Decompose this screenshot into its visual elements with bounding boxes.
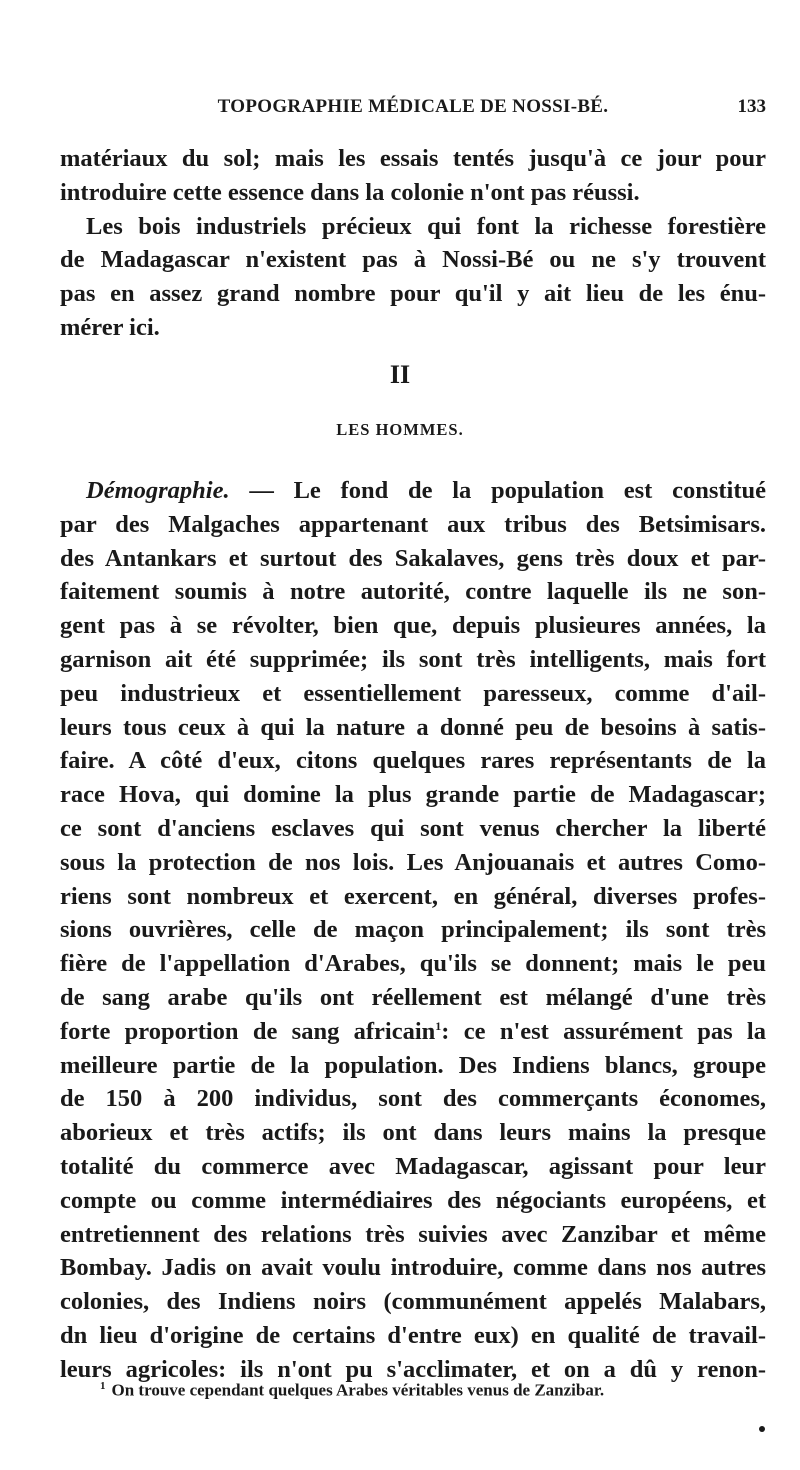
page-number: 133	[737, 96, 766, 117]
running-head: TOPOGRAPHIE MÉDICALE DE NOSSI-BÉ.	[217, 96, 609, 117]
demography-lead: Démographie.	[86, 477, 230, 504]
text-line: introduire cette essence dans la colonie n'ont pas réussi.	[60, 178, 640, 206]
text-line: fière de l'appellation d'Arabes, qu'ils se donnent; mais le peu	[60, 950, 766, 978]
text-line: gent pas à se révolter, bien que, depuis plusieures années, la	[60, 612, 766, 640]
ink-speck	[759, 1426, 765, 1432]
footnote-mark: 1	[100, 1380, 106, 1392]
text-line: des Antankars et surtout des Sakalaves, gens très doux et par-	[60, 544, 766, 572]
text-line: de Madagascar n'existent pas à Nossi-Bé ou ne s'y trouvent	[60, 246, 766, 274]
section-numeral: II	[389, 360, 411, 389]
section-title: LES HOMMES.	[336, 420, 464, 439]
text-line: faire. A côté d'eux, citons quelques rares représentants de la	[60, 747, 766, 775]
text-line: Bombay. Jadis on avait voulu introduire, comme dans nos autres	[60, 1254, 766, 1282]
text-line	[60, 1015, 766, 1049]
text-line: faitement soumis à notre autorité, contre laquelle ils ne son-	[60, 578, 766, 606]
page-header	[60, 96, 766, 124]
text-line: par des Malgaches appartenant aux tribus des Betsimisars.	[60, 510, 766, 538]
text-line: sions ouvrières, celle de maçon principalement; ils sont très	[60, 916, 766, 944]
text-line: sous la protection de nos lois. Les Anjouanais et autres Como-	[60, 848, 766, 876]
footnote	[60, 1380, 766, 1401]
text-line: de sang arabe qu'ils ont réellement est mélangé d'une très	[60, 983, 766, 1011]
text-line: pas en assez grand nombre pour qu'il y ait lieu de les énu-	[60, 280, 766, 308]
text-line: riens sont nombreux et exercent, en général, diverses profes-	[60, 882, 766, 910]
text-line: leurs agricoles: ils n'ont pu s'acclimater, et on a dû y renon-	[60, 1355, 766, 1383]
text-line: leurs tous ceux à qui la nature a donné peu de besoins à satis-	[60, 713, 766, 741]
text-line: matériaux du sol; mais les essais tentés jusqu'à ce jour pour	[60, 145, 766, 172]
footnote-text: On trouve cependant quelques Arabes véritables venus de Zanzibar.	[111, 1380, 605, 1400]
text-line: colonies, des Indiens noirs (communément appelés Malabars,	[60, 1288, 766, 1316]
text-line: Les bois industriels précieux qui font la richesse forestière	[86, 212, 766, 240]
demography-lead-rest: — Le fond de la population est constitué	[229, 477, 766, 504]
text-line: meilleure partie de la population. Des Indiens blancs, groupe	[60, 1051, 766, 1079]
text-line: mérer ici.	[60, 313, 160, 341]
top-paragraph	[60, 142, 766, 345]
text-line	[60, 474, 766, 508]
text-line: race Hova, qui domine la plus grande partie de Madagascar;	[60, 781, 766, 809]
text-line: peu industrieux et essentiellement paresseux, comme d'ail-	[60, 679, 766, 707]
text-line: aborieux et très actifs; ils ont dans leurs mains la presque	[60, 1119, 766, 1147]
footnote-reference[interactable]: 1	[435, 1018, 442, 1033]
text-before-footnote-ref: forte proportion de sang africain	[60, 1017, 436, 1045]
text-line: ce sont d'anciens esclaves qui sont venus chercher la liberté	[60, 814, 766, 842]
text-line: de 150 à 200 individus, sont des commerçants économes,	[60, 1085, 766, 1113]
demography-paragraph	[60, 474, 766, 1387]
text-line: garnison ait été supprimée; ils sont très intelligents, mais fort	[60, 645, 766, 673]
text-line: totalité du commerce avec Madagascar, agissant pour leur	[60, 1152, 766, 1180]
text-after-footnote-ref: : ce n'est assurément pas la	[441, 1017, 766, 1045]
text-line: compte ou comme intermédiaires des négociants européens, et	[60, 1186, 766, 1214]
text-line: dn lieu d'origine de certains d'entre eux) en qualité de travail-	[60, 1321, 766, 1349]
text-line: entretiennent des relations très suivies avec Zanzibar et même	[60, 1220, 766, 1248]
